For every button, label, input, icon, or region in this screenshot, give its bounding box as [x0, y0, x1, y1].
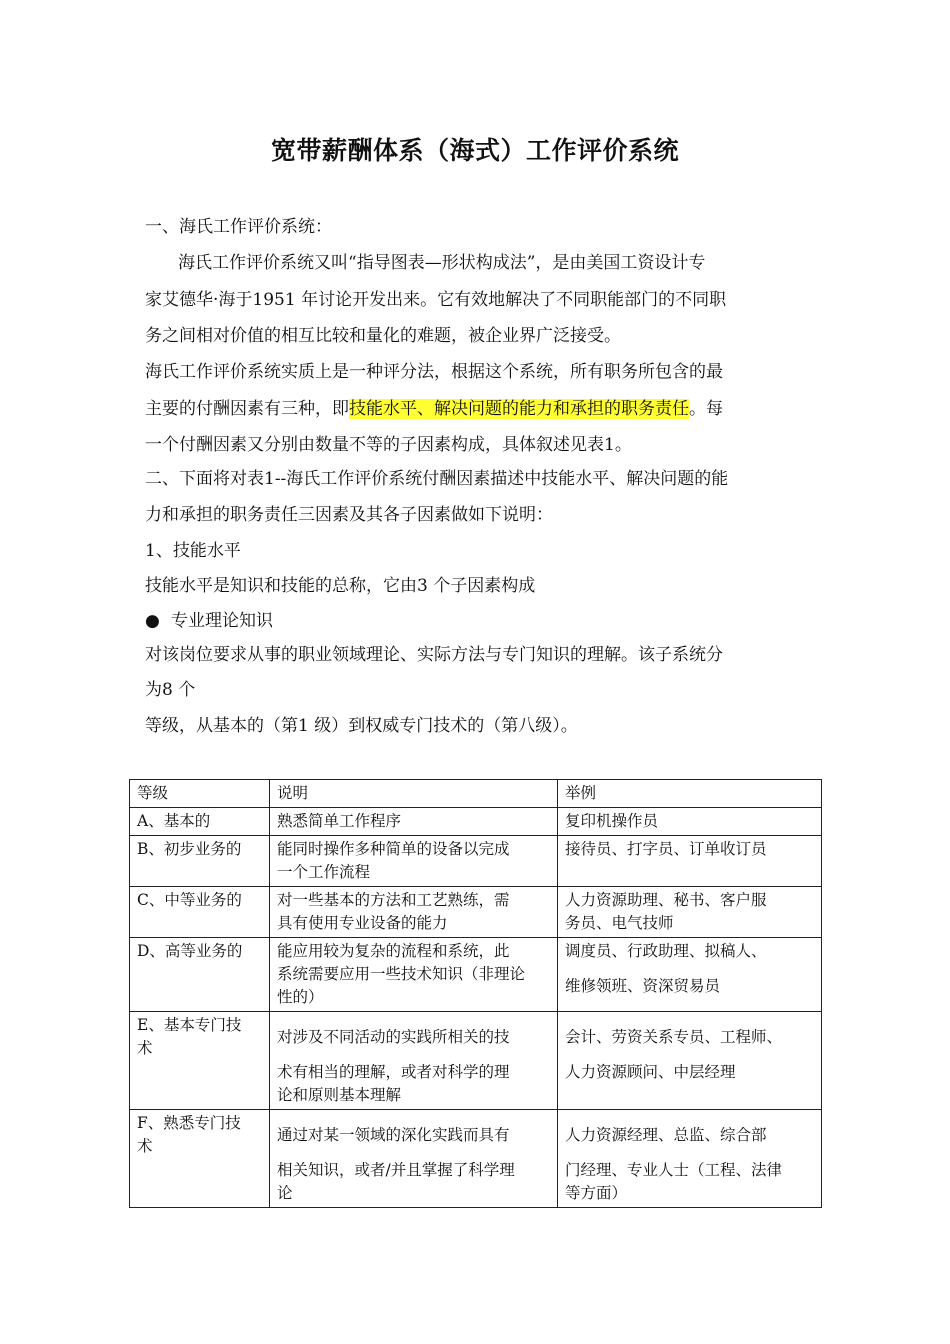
bullet-icon: ●	[145, 611, 160, 631]
header-grade: 等级	[130, 780, 270, 808]
description-cell: 能同时操作多种简单的设备以完成 一个工作流程	[270, 836, 558, 887]
highlighted-text: 技能水平、解决问题的能力和承担的职务责任	[349, 399, 689, 419]
example-cell: 人力资源经理、总监、综合部 门经理、专业人士（工程、法律 等方面）	[558, 1110, 822, 1208]
text-run: 。每	[689, 399, 723, 419]
paragraph-line: 一个付酬因素又分别由数量不等的子因素构成，具体叙述见表1。	[145, 435, 632, 455]
paragraph-line: 务之间相对价值的相互比较和量化的难题，被企业界广泛接受。	[145, 326, 621, 346]
section-heading-explanation: 二、下面将对表1--海氏工作评价系统付酬因素描述中技能水平、解决问题的能	[145, 469, 729, 489]
description-cell: 熟悉简单工作程序	[270, 808, 558, 836]
example-cell: 会计、劳资关系专员、工程师、 人力资源顾问、中层经理	[558, 1012, 822, 1110]
paragraph-line: 为8 个	[145, 680, 196, 700]
paragraph-line: 力和承担的职务责任三因素及其各子因素做如下说明：	[145, 505, 553, 525]
table-row	[130, 1012, 822, 1110]
header-description: 说明	[270, 780, 558, 808]
example-cell: 人力资源助理、秘书、客户服 务员、电气技师	[558, 887, 822, 938]
paragraph-line: 技能水平是知识和技能的总称，它由3 个子因素构成	[145, 576, 536, 596]
example-cell: 调度员、行政助理、拟稿人、 维修领班、资深贸易员	[558, 938, 822, 1012]
bullet-item	[145, 609, 273, 633]
description-cell: 对一些基本的方法和工艺熟练，需 具有使用专业设备的能力	[270, 887, 558, 938]
example-cell: 复印机操作员	[558, 808, 822, 836]
grade-cell: F、熟悉专门技 术	[130, 1110, 270, 1208]
grade-cell: D、高等业务的	[130, 938, 270, 1012]
paragraph-line: 等级，从基本的（第1 级）到权威专门技术的（第八级）。	[145, 716, 578, 736]
example-cell: 接待员、打字员、订单收订员	[558, 836, 822, 887]
grade-cell: B、初步业务的	[130, 836, 270, 887]
table-row	[130, 1110, 822, 1208]
header-example: 举例	[558, 780, 822, 808]
grade-cell: E、基本专门技 术	[130, 1012, 270, 1110]
description-cell: 对涉及不同活动的实践所相关的技 术有相当的理解，或者对科学的理 论和原则基本理解	[270, 1012, 558, 1110]
description-cell: 能应用较为复杂的流程和系统，此 系统需要应用一些技术知识（非理论 性的）	[270, 938, 558, 1012]
paragraph-line: 对该岗位要求从事的职业领域理论、实际方法与专门知识的理解。该子系统分	[145, 645, 723, 665]
paragraph-line-highlight	[145, 397, 723, 421]
bullet-label: 专业理论知识	[171, 611, 273, 631]
table-row	[130, 887, 822, 938]
table-row	[130, 808, 822, 836]
text-run: 主要的付酬因素有三种，即	[145, 399, 349, 419]
paragraph-line: 海氏工作评价系统又叫“指导图表—形状构成法”，是由美国工资设计专	[178, 253, 706, 273]
grade-cell: A、基本的	[130, 808, 270, 836]
subsection-heading-skill-level: 1、技能水平	[145, 541, 241, 561]
document-title: 宽带薪酬体系（海式）工作评价系统	[270, 136, 679, 165]
paragraph-line: 家艾德华·海于1951 年讨论开发出来。它有效地解决了不同职能部门的不同职	[145, 290, 727, 310]
table-row	[130, 938, 822, 1012]
table-header-row	[130, 780, 822, 808]
description-cell: 通过对某一领域的深化实践而具有 相关知识，或者/并且掌握了科学理 论	[270, 1110, 558, 1208]
grade-table	[129, 779, 822, 1208]
grade-cell: C、中等业务的	[130, 887, 270, 938]
section-heading-hay-system: 一、海氏工作评价系统：	[145, 217, 332, 237]
table-row	[130, 836, 822, 887]
paragraph-line: 海氏工作评价系统实质上是一种评分法，根据这个系统，所有职务所包含的最	[145, 362, 723, 382]
